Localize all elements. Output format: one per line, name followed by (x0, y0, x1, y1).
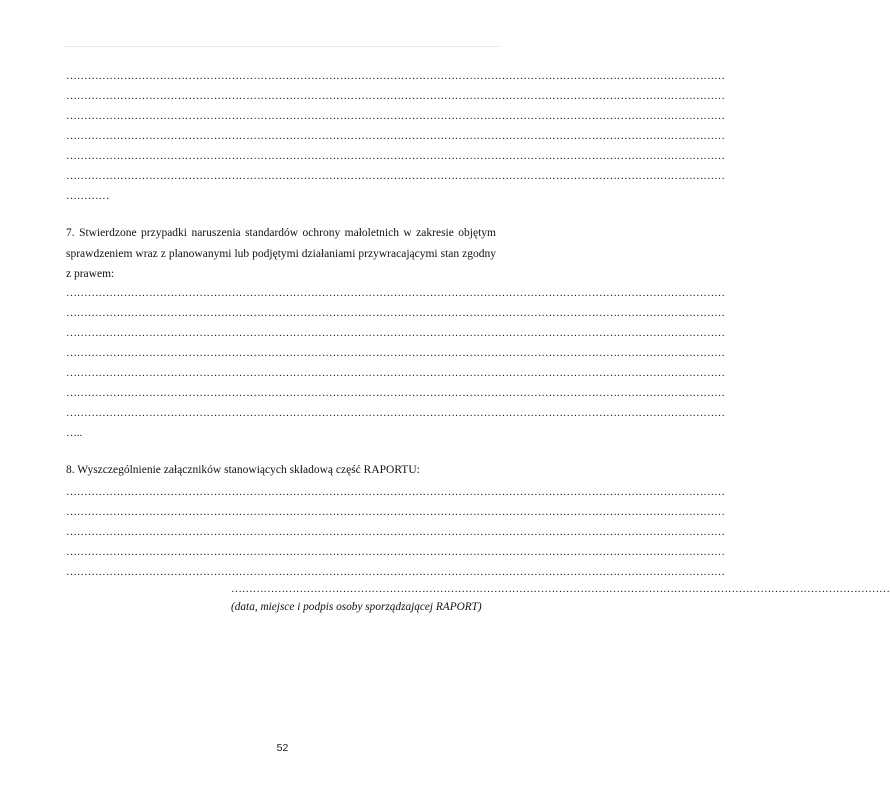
dotted-fill-line: ………………………………………………………………………………………………………………………………………………………………… (66, 70, 725, 82)
dotted-fill-line: ………………………………………………………………………………………………………………………………………………………………… (66, 367, 725, 379)
dotted-fill-line-end: ….. (66, 427, 82, 439)
dotted-fill-line: ………………………………………………………………………………………………………………………………………………………………… (66, 526, 725, 538)
dotted-fill-line: ………………………………………………………………………………………………………………………………………………………………… (66, 287, 725, 299)
dotted-fill-line: ………………………………………………………………………………………………………………………………………………………………… (66, 150, 725, 162)
dotted-fill-line: ………………………………………………………………………………………………………………………………………………………………… (66, 546, 725, 558)
section-8-heading: 8. Wyszczególnienie załączników stanowiących składową część RAPORTU: (66, 464, 420, 476)
dotted-fill-line: ………………………………………………………………………………………………………………………………………………………………… (66, 486, 725, 498)
dotted-fill-line: ………………………………………………………………………………………………………………………………………………………………… (66, 130, 725, 142)
dotted-fill-line: ………………………………………………………………………………………………………………………………………………………………… (66, 307, 725, 319)
dotted-fill-line: ………………………………………………………………………………………………………………………………………………………………… (66, 90, 725, 102)
dotted-fill-line: ………………………………………………………………………………………………………………………………………………………………… (66, 327, 725, 339)
dotted-fill-line: ………………………………………………………………………………………………………………………………………………………………… (66, 170, 725, 182)
signature-line: ………………………………………………………………………………………………………………………………………………………………… (231, 583, 890, 595)
dotted-fill-line: ………………………………………………………………………………………………………………………………………………………………… (66, 566, 725, 578)
dotted-fill-line: ………………………………………………………………………………………………………………………………………………………………… (66, 506, 725, 518)
page-number: 52 (276, 742, 289, 754)
dotted-fill-line: ………………………………………………………………………………………………………………………………………………………………… (66, 407, 725, 419)
signature-caption: (data, miejsce i podpis osoby sporządzającej RAPORT) (231, 601, 482, 613)
dotted-fill-line: ………………………………………………………………………………………………………………………………………………………………… (66, 387, 725, 399)
dotted-fill-line: ………………………………………………………………………………………………………………………………………………………………… (66, 347, 725, 359)
header-divider (64, 46, 500, 47)
dotted-fill-line: ………………………………………………………………………………………………………………………………………………………………… (66, 110, 725, 122)
dotted-fill-line-end: ………… (66, 190, 110, 202)
section-7-heading: 7. Stwierdzone przypadki naruszenia standardów ochrony małoletnich w zakresie objętym sprawdzeniem wraz z planowanymi lub podjętymi działaniami przywracającymi stan zgodny z prawem: (66, 227, 496, 280)
